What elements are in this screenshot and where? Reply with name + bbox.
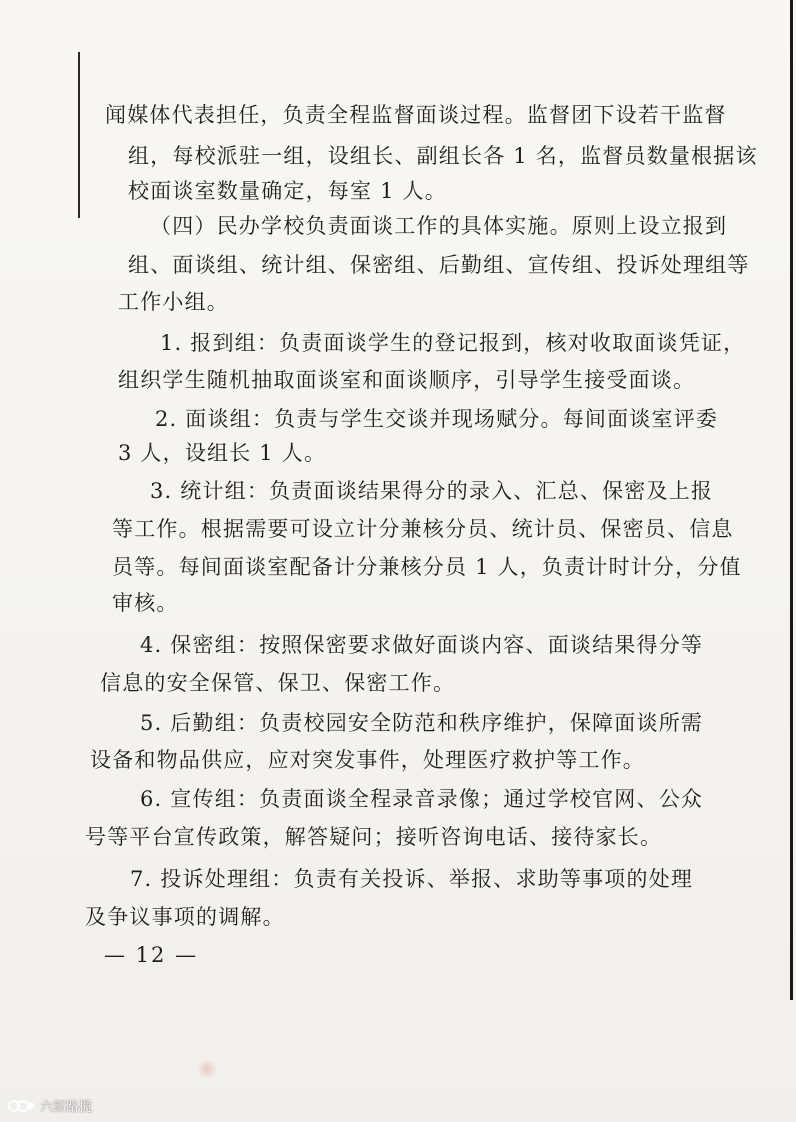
text-line: 组，每校派驻一组，设组长、副组长各 1 名，监督员数量根据该: [128, 144, 758, 168]
watermark-logo-icon: [8, 1097, 36, 1115]
text-line: 设备和物品供应，应对突发事件，处理医疗救护等工作。: [90, 748, 645, 772]
text-line: 审核。: [112, 591, 179, 615]
scan-right-edge-line: [790, 0, 793, 1000]
text-line: 5. 后勤组：负责校园安全防范和秩序维护，保障面谈所需: [140, 711, 704, 735]
text-line: 等工作。根据需要可设立计分兼核分员、统计员、保密员、信息: [112, 517, 734, 541]
text-line: （四）民办学校负责面谈工作的具体实施。原则上设立报到: [150, 214, 728, 238]
paper-smudge: [196, 1060, 218, 1078]
watermark: [8, 1096, 92, 1115]
text-line: 1. 报到组：负责面谈学生的登记报到，核对收取面谈凭证，: [160, 331, 746, 355]
text-line: 信息的安全保管、保卫、保密工作。: [100, 671, 456, 695]
text-line: 工作小组。: [118, 290, 229, 314]
text-line: 闻媒体代表担任，负责全程监督面谈过程。监督团下设若干监督: [105, 103, 727, 127]
text-line: 组、面谈组、统计组、保密组、后勤组、宣传组、投诉处理组等: [128, 253, 750, 277]
text-line: 校面谈室数量确定，每室 1 人。: [128, 179, 447, 203]
text-line: 号等平台宣传政策，解答疑问；接听咨询电话、接待家长。: [85, 825, 663, 849]
scan-left-edge-line: [78, 52, 80, 218]
text-line: 6. 宣传组：负责面谈全程录音录像；通过学校官网、公众: [140, 787, 704, 811]
text-line: 员等。每间面谈室配备计分兼核分员 1 人，负责计时计分，分值: [112, 555, 742, 579]
text-line: 组织学生随机抽取面谈室和面谈顺序，引导学生接受面谈。: [118, 368, 696, 392]
text-line: 3 人，设组长 1 人。: [118, 441, 327, 465]
text-line: 7. 投诉处理组：负责有关投诉、举报、求助等事项的处理: [130, 867, 694, 891]
text-line: 2. 面谈组：负责与学生交谈并现场赋分。每间面谈室评委: [155, 407, 719, 431]
watermark-text: 六郎路揽: [40, 1100, 93, 1115]
page-number: — 12 —: [104, 943, 199, 967]
text-line: 4. 保密组：按照保密要求做好面谈内容、面谈结果得分等: [140, 633, 704, 657]
text-line: 3. 统计组：负责面谈结果得分的录入、汇总、保密及上报: [150, 479, 714, 503]
text-line: 及争议事项的调解。: [85, 905, 285, 929]
